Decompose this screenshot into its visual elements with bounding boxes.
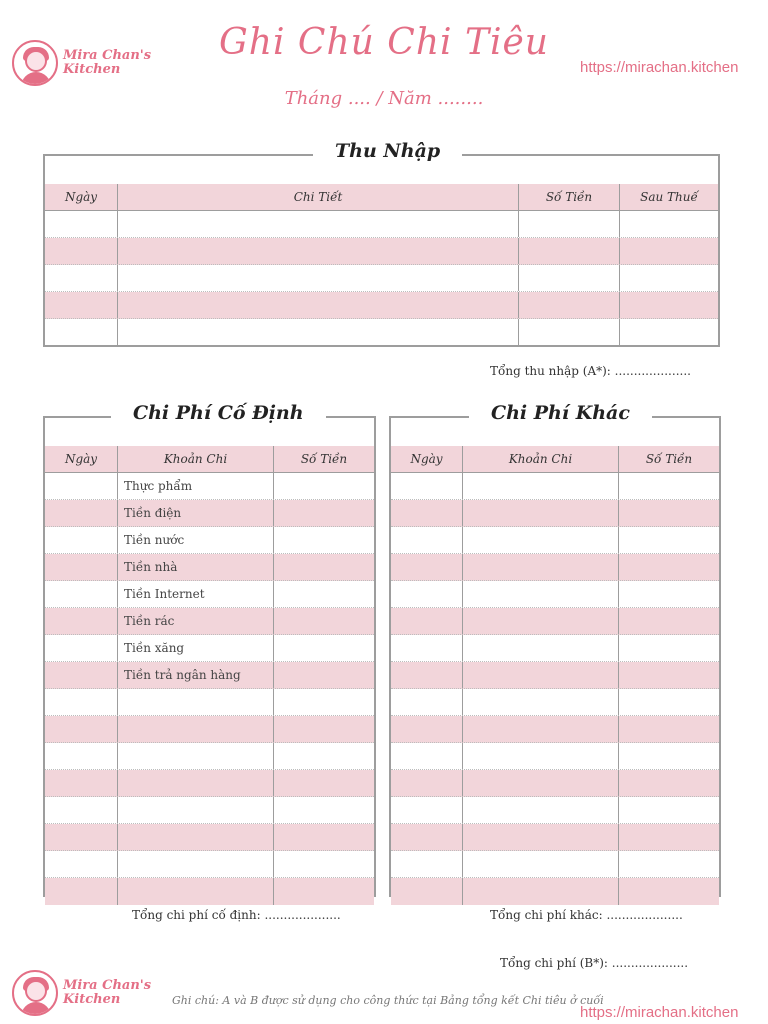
- table-cell[interactable]: [45, 770, 118, 796]
- table-cell[interactable]: [463, 878, 619, 905]
- table-row[interactable]: [45, 851, 374, 878]
- table-cell[interactable]: Tiền nước: [118, 527, 274, 553]
- table-row[interactable]: [391, 473, 719, 500]
- table-cell[interactable]: [463, 635, 619, 661]
- table-cell[interactable]: [118, 211, 519, 237]
- table-cell[interactable]: [391, 500, 463, 526]
- table-cell[interactable]: [45, 824, 118, 850]
- logo-line1: Mira Chan's: [63, 978, 152, 993]
- table-row[interactable]: [45, 797, 374, 824]
- table-cell[interactable]: [391, 743, 463, 769]
- table-cell[interactable]: [619, 662, 719, 688]
- table-row[interactable]: [391, 635, 719, 662]
- table-cell[interactable]: [619, 851, 719, 877]
- table-cell[interactable]: [45, 797, 118, 823]
- table-cell[interactable]: [619, 878, 719, 905]
- other-costs-section: [389, 402, 721, 897]
- table-cell[interactable]: [391, 554, 463, 580]
- table-cell[interactable]: [391, 797, 463, 823]
- table-cell[interactable]: Tiền trả ngân hàng: [118, 662, 274, 688]
- table-row[interactable]: [391, 770, 719, 797]
- table-cell[interactable]: [118, 743, 274, 769]
- table-cell[interactable]: [274, 635, 374, 661]
- table-cell[interactable]: [45, 238, 118, 264]
- table-cell[interactable]: [391, 878, 463, 905]
- table-cell[interactable]: [45, 527, 118, 553]
- table-cell[interactable]: [118, 770, 274, 796]
- income-title: Thu Nhập: [313, 140, 462, 162]
- table-cell[interactable]: [519, 292, 620, 318]
- table-cell[interactable]: Tiền điện: [118, 500, 274, 526]
- column-header: Số Tiền: [519, 184, 620, 210]
- column-header: Khoản Chi: [463, 446, 619, 472]
- table-cell[interactable]: [45, 265, 118, 291]
- table-row[interactable]: [391, 689, 719, 716]
- table-cell[interactable]: [118, 238, 519, 264]
- table-row[interactable]: [391, 716, 719, 743]
- table-cell[interactable]: [118, 797, 274, 823]
- table-row[interactable]: [45, 554, 374, 581]
- column-header: Số Tiền: [645, 452, 693, 466]
- table-cell[interactable]: [391, 770, 463, 796]
- table-cell[interactable]: [519, 265, 620, 291]
- table-row[interactable]: [45, 581, 374, 608]
- table-cell[interactable]: [391, 473, 463, 499]
- header-url[interactable]: https://mirachan.kitchen: [580, 59, 739, 76]
- table-cell[interactable]: [45, 581, 118, 607]
- table-cell[interactable]: [274, 770, 374, 796]
- logo-text: [63, 979, 151, 1007]
- table-cell[interactable]: [45, 211, 118, 237]
- income-total: Tổng thu nhập (A*): ....................: [490, 364, 691, 378]
- page-title: Ghi Chú Chi Tiêu: [219, 22, 549, 63]
- table-cell[interactable]: [463, 689, 619, 715]
- column-header: Chi Tiết: [118, 184, 519, 210]
- table-row[interactable]: [391, 527, 719, 554]
- table-row[interactable]: [391, 797, 719, 824]
- table-cell[interactable]: [274, 716, 374, 742]
- table-cell[interactable]: [619, 716, 719, 742]
- table-cell[interactable]: [118, 824, 274, 850]
- table-cell[interactable]: [619, 554, 719, 580]
- table-cell[interactable]: [619, 770, 719, 796]
- table-cell[interactable]: [463, 824, 619, 850]
- table-row[interactable]: [45, 211, 718, 238]
- table-row[interactable]: [45, 824, 374, 851]
- table-cell[interactable]: [619, 500, 719, 526]
- table-cell[interactable]: [620, 265, 718, 291]
- table-cell[interactable]: [463, 608, 619, 634]
- table-cell[interactable]: [391, 608, 463, 634]
- table-cell[interactable]: [45, 851, 118, 877]
- table-cell[interactable]: [45, 319, 118, 346]
- table-cell[interactable]: [391, 581, 463, 607]
- table-cell[interactable]: [463, 716, 619, 742]
- column-header: Ngày: [391, 446, 463, 472]
- table-cell[interactable]: [463, 581, 619, 607]
- table-cell[interactable]: [45, 500, 118, 526]
- table-cell[interactable]: [463, 500, 619, 526]
- grand-total: Tổng chi phí (B*): ....................: [500, 956, 689, 970]
- column-header: Số Tiền: [300, 452, 348, 466]
- table-row[interactable]: [391, 500, 719, 527]
- table-cell[interactable]: [620, 292, 718, 318]
- table-row[interactable]: [391, 743, 719, 770]
- table-row[interactable]: [45, 319, 718, 346]
- table-cell[interactable]: [619, 527, 719, 553]
- fixed-costs-table: [45, 446, 374, 905]
- fixed-costs-total: Tổng chi phí cố định: ....................: [132, 908, 341, 922]
- table-row[interactable]: [45, 265, 718, 292]
- table-row[interactable]: [391, 824, 719, 851]
- table-cell[interactable]: [463, 662, 619, 688]
- column-header: Ngày: [45, 446, 118, 472]
- table-cell[interactable]: [118, 319, 519, 346]
- table-row[interactable]: [45, 527, 374, 554]
- table-row[interactable]: [45, 608, 374, 635]
- table-row[interactable]: [391, 851, 719, 878]
- table-cell[interactable]: [118, 689, 274, 715]
- table-cell[interactable]: [391, 851, 463, 877]
- logo-line2: Kitchen: [63, 992, 121, 1007]
- fixed-costs-section: [43, 402, 376, 897]
- table-cell[interactable]: [620, 211, 718, 237]
- table-cell[interactable]: [118, 716, 274, 742]
- table-cell[interactable]: [45, 689, 118, 715]
- table-cell[interactable]: [519, 319, 620, 346]
- table-cell[interactable]: [274, 527, 374, 553]
- table-cell[interactable]: [274, 689, 374, 715]
- table-cell[interactable]: [274, 878, 374, 905]
- table-row[interactable]: [391, 608, 719, 635]
- table-cell[interactable]: [391, 662, 463, 688]
- table-cell[interactable]: [45, 608, 118, 634]
- table-cell[interactable]: [391, 635, 463, 661]
- table-cell[interactable]: [391, 689, 463, 715]
- table-row[interactable]: [391, 662, 719, 689]
- table-row[interactable]: [45, 238, 718, 265]
- table-row[interactable]: [45, 878, 374, 905]
- table-cell[interactable]: Tiền xăng: [118, 635, 274, 661]
- table-row[interactable]: [45, 473, 374, 500]
- other-costs-title: Chi Phí Khác: [469, 402, 652, 424]
- table-header: [391, 446, 719, 473]
- column-header: Ngày: [45, 184, 118, 210]
- table-row[interactable]: [45, 292, 718, 319]
- table-cell[interactable]: [463, 473, 619, 499]
- table-cell[interactable]: [463, 743, 619, 769]
- table-cell[interactable]: [620, 319, 718, 346]
- table-cell[interactable]: [463, 770, 619, 796]
- table-cell[interactable]: Tiền nhà: [118, 554, 274, 580]
- table-header: [45, 184, 718, 211]
- other-costs-table: [391, 446, 719, 905]
- table-row[interactable]: [45, 662, 374, 689]
- table-cell[interactable]: [45, 292, 118, 318]
- column-header: Sau Thuế: [640, 190, 698, 204]
- table-cell[interactable]: [118, 851, 274, 877]
- table-cell[interactable]: [118, 292, 519, 318]
- table-cell[interactable]: [45, 473, 118, 499]
- table-header: [45, 446, 374, 473]
- table-row[interactable]: [45, 689, 374, 716]
- table-cell[interactable]: [118, 878, 274, 905]
- month-year: Tháng .... / Năm ........: [284, 88, 484, 109]
- table-cell[interactable]: [619, 608, 719, 634]
- table-cell[interactable]: [619, 473, 719, 499]
- table-cell[interactable]: [274, 581, 374, 607]
- footer-logo: [12, 970, 151, 1016]
- table-cell[interactable]: [619, 581, 719, 607]
- table-row[interactable]: [391, 554, 719, 581]
- column-header: Khoản Chi: [118, 446, 274, 472]
- footer-note: Ghi chú: A và B được sử dụng cho công thức tại Bảng tổng kết Chi tiêu ở cuối: [172, 994, 604, 1007]
- table-cell[interactable]: [45, 878, 118, 905]
- chef-girl-icon: [12, 970, 58, 1016]
- table-row[interactable]: [45, 770, 374, 797]
- table-cell[interactable]: [519, 211, 620, 237]
- table-cell[interactable]: [391, 716, 463, 742]
- table-cell[interactable]: [274, 662, 374, 688]
- table-cell[interactable]: [463, 851, 619, 877]
- table-cell[interactable]: [463, 554, 619, 580]
- table-cell[interactable]: [619, 824, 719, 850]
- table-cell[interactable]: [274, 824, 374, 850]
- table-cell[interactable]: [274, 608, 374, 634]
- table-cell[interactable]: Tiền rác: [118, 608, 274, 634]
- table-cell[interactable]: [519, 238, 620, 264]
- table-cell[interactable]: [619, 635, 719, 661]
- income-table: [45, 184, 718, 346]
- table-cell[interactable]: [391, 824, 463, 850]
- table-cell[interactable]: [45, 662, 118, 688]
- table-cell[interactable]: [463, 527, 619, 553]
- table-cell[interactable]: Thực phẩm: [118, 473, 274, 499]
- table-row[interactable]: [45, 500, 374, 527]
- table-cell[interactable]: [619, 689, 719, 715]
- table-row[interactable]: [391, 878, 719, 905]
- table-row[interactable]: [391, 581, 719, 608]
- income-section: [43, 140, 720, 347]
- table-cell[interactable]: [274, 743, 374, 769]
- table-cell[interactable]: [274, 797, 374, 823]
- table-cell[interactable]: [45, 554, 118, 580]
- table-row[interactable]: [45, 743, 374, 770]
- table-cell[interactable]: [274, 851, 374, 877]
- table-row[interactable]: [45, 635, 374, 662]
- table-row[interactable]: [45, 716, 374, 743]
- table-cell[interactable]: [619, 743, 719, 769]
- table-cell[interactable]: [274, 554, 374, 580]
- table-cell[interactable]: [620, 238, 718, 264]
- table-cell[interactable]: [118, 265, 519, 291]
- footer-url[interactable]: https://mirachan.kitchen: [580, 1004, 739, 1021]
- fixed-costs-title: Chi Phí Cố Định: [111, 402, 326, 424]
- table-cell[interactable]: [274, 500, 374, 526]
- table-cell[interactable]: [274, 473, 374, 499]
- table-cell[interactable]: [45, 743, 118, 769]
- logo-line1: Mira Chan's: [63, 48, 152, 63]
- table-cell[interactable]: [45, 716, 118, 742]
- table-cell[interactable]: [391, 527, 463, 553]
- table-cell[interactable]: [463, 797, 619, 823]
- table-cell[interactable]: [619, 797, 719, 823]
- logo-line2: Kitchen: [63, 62, 121, 77]
- other-costs-total: Tổng chi phí khác: ....................: [490, 908, 683, 922]
- table-cell[interactable]: Tiền Internet: [118, 581, 274, 607]
- table-cell[interactable]: [45, 635, 118, 661]
